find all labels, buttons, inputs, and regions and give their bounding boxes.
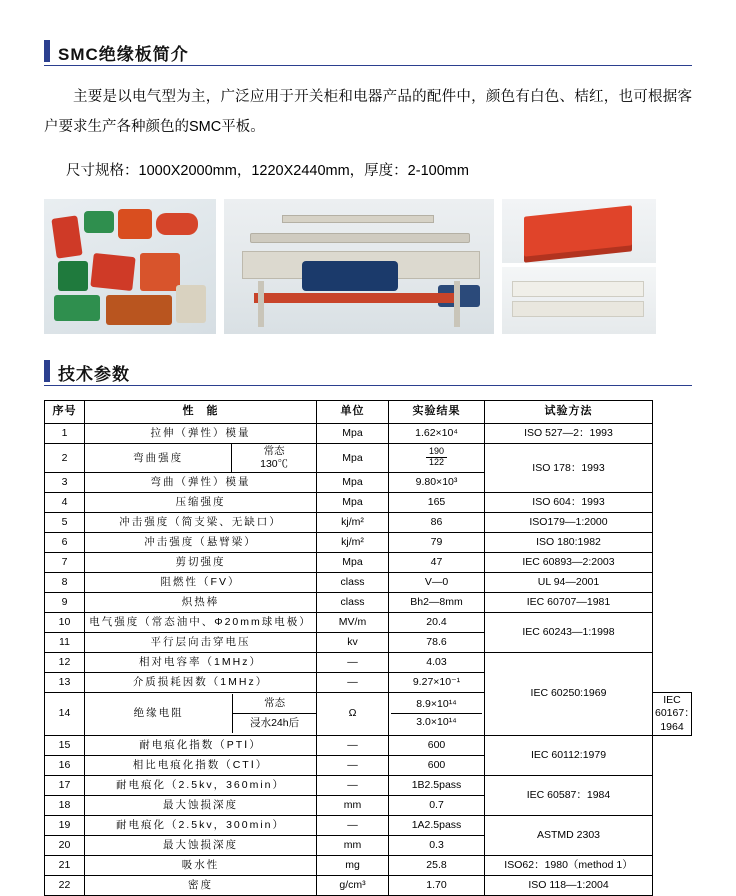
cell-item: 冲击强度（简支梁、无缺口） — [85, 513, 317, 533]
section-header-intro — [44, 40, 692, 66]
section-title-intro: SMC绝缘板简介 — [58, 45, 189, 64]
cell-method: IEC 60893—2:2003 — [485, 553, 653, 573]
machine-strip — [254, 293, 454, 303]
table-row — [45, 513, 692, 533]
cell-method: UL 94—2001 — [485, 573, 653, 593]
cell-method: ISO 527—2：1993 — [485, 424, 653, 444]
cell-method: ISO62：1980（method 1） — [485, 855, 653, 875]
cell-item-main: 绝缘电阻 — [85, 694, 233, 733]
cell-result: 47 — [389, 553, 485, 573]
cell-no: 22 — [45, 875, 85, 895]
cell-method: IEC 60707—1981 — [485, 593, 653, 613]
cell-item: 炽热棒 — [85, 593, 317, 613]
cell-method: ISO 178：1993 — [485, 444, 653, 493]
cell-no: 11 — [45, 633, 85, 653]
cell-method: IEC 60243—1:1998 — [485, 613, 653, 653]
cell-result: 0.7 — [389, 795, 485, 815]
cell-result: Bh2—8mm — [389, 593, 485, 613]
accent-bar — [44, 360, 50, 382]
cell-result: 1A2.5pass — [389, 815, 485, 835]
cell-item: 耐电痕化指数（PTⅠ） — [85, 735, 317, 755]
cell-unit: Mpa — [317, 553, 389, 573]
red-smc-block-photo — [502, 199, 656, 263]
cell-no: 9 — [45, 593, 85, 613]
cell-unit: kv — [317, 633, 389, 653]
cell-unit: — — [317, 673, 389, 693]
part-shape — [156, 213, 198, 235]
table-row — [45, 533, 692, 553]
part-shape — [51, 215, 82, 258]
smc-parts-photo — [44, 199, 216, 334]
table-row — [45, 613, 692, 633]
table-row — [45, 653, 692, 673]
technical-parameters-table — [44, 400, 695, 896]
cell-no: 16 — [45, 755, 85, 775]
cell-no: 8 — [45, 573, 85, 593]
cell-no: 3 — [45, 473, 85, 493]
cell-result — [389, 693, 485, 735]
cell-item-sub2: 浸水24h后 — [250, 717, 300, 730]
table-row — [45, 424, 692, 444]
cell-unit: — — [317, 653, 389, 673]
cell-no: 17 — [45, 775, 85, 795]
part-shape — [106, 295, 172, 325]
cell-unit: mm — [317, 835, 389, 855]
cell-method: IEC 60587：1984 — [485, 775, 653, 815]
table-row — [45, 855, 692, 875]
document-page — [0, 40, 736, 891]
accent-bar — [44, 40, 50, 62]
part-shape — [84, 211, 114, 233]
cell-method: ISO 180:1982 — [485, 533, 653, 553]
cell-unit: — — [317, 735, 389, 755]
machine-arm — [282, 215, 434, 223]
cell-item-main: 弯曲强度 — [85, 444, 232, 472]
cell-result: 0.3 — [389, 835, 485, 855]
cell-result-a: 8.9×10¹⁴ — [416, 698, 457, 711]
cell-unit: MV/m — [317, 613, 389, 633]
cell-method: IEC 60167：1964 — [653, 693, 692, 735]
cell-no: 18 — [45, 795, 85, 815]
table-row — [45, 775, 692, 795]
cell-method: ISO 118—1:2004 — [485, 875, 653, 895]
machine-leg — [454, 281, 460, 327]
table-row — [45, 444, 692, 473]
table-row — [45, 735, 692, 755]
part-shape — [118, 209, 152, 239]
cell-method: ASTMD 2303 — [485, 815, 653, 855]
cell-item: 压缩强度 — [85, 493, 317, 513]
cell-result-den: 122 — [428, 456, 445, 467]
col-header-result: 实验结果 — [389, 401, 485, 424]
cell-item: 相比电痕化指数（CTⅠ） — [85, 755, 317, 775]
white-sheet-shape — [512, 281, 644, 297]
cell-unit: Mpa — [317, 493, 389, 513]
table-row — [45, 593, 692, 613]
cell-item: 剪切强度 — [85, 553, 317, 573]
part-shape — [140, 253, 180, 291]
cell-unit: class — [317, 593, 389, 613]
cell-unit: kj/m² — [317, 513, 389, 533]
section-divider — [44, 385, 692, 386]
cell-unit: kj/m² — [317, 533, 389, 553]
cell-item — [85, 693, 317, 735]
cell-unit: mm — [317, 795, 389, 815]
cell-item: 弯曲（弹性）模量 — [85, 473, 317, 493]
cell-unit: Mpa — [317, 473, 389, 493]
table-row — [45, 875, 692, 895]
col-header-unit: 单位 — [317, 401, 389, 424]
cell-no: 5 — [45, 513, 85, 533]
cell-method: ISO179—1:2000 — [485, 513, 653, 533]
cell-unit: — — [317, 815, 389, 835]
white-sheet-shape — [512, 301, 644, 317]
cell-item: 耐电痕化（2.5kv，360min） — [85, 775, 317, 795]
cell-result: 9.80×10³ — [389, 473, 485, 493]
table-row — [45, 815, 692, 835]
cell-unit: mg — [317, 855, 389, 875]
section-header-tech — [44, 360, 692, 386]
cell-item — [85, 444, 317, 473]
cell-no: 10 — [45, 613, 85, 633]
cell-result: 78.6 — [389, 633, 485, 653]
table-row — [45, 573, 692, 593]
cell-result: 1.70 — [389, 875, 485, 895]
cell-no: 19 — [45, 815, 85, 835]
col-header-no: 序号 — [45, 401, 85, 424]
cell-item: 密度 — [85, 875, 317, 895]
cell-method: IEC 60250:1969 — [485, 653, 653, 735]
cell-unit: g/cm³ — [317, 875, 389, 895]
cell-item: 耐电痕化（2.5kv，300min） — [85, 815, 317, 835]
cell-result: 1.62×10⁴ — [389, 424, 485, 444]
cell-item: 拉伸（弹性）模量 — [85, 424, 317, 444]
cell-result-num: 190 — [426, 447, 447, 457]
cell-result: 25.8 — [389, 855, 485, 875]
cell-no: 14 — [45, 693, 85, 735]
cell-item: 冲击强度（悬臂梁） — [85, 533, 317, 553]
cell-unit: Ω — [317, 693, 389, 735]
spec-line: 尺寸规格：1000X2000mm，1220X2440mm，厚度：2-100mm — [66, 162, 469, 179]
part-shape — [176, 285, 206, 323]
cell-item: 吸水性 — [85, 855, 317, 875]
cell-no: 20 — [45, 835, 85, 855]
smc-sheet-photos — [502, 199, 656, 334]
cell-unit: Mpa — [317, 424, 389, 444]
cell-unit: class — [317, 573, 389, 593]
part-shape — [58, 261, 88, 291]
part-shape — [90, 253, 135, 291]
cell-no: 7 — [45, 553, 85, 573]
cell-item: 最大蚀损深度 — [85, 835, 317, 855]
photo-strip — [44, 199, 692, 334]
cell-no: 15 — [45, 735, 85, 755]
cell-result: 86 — [389, 513, 485, 533]
intro-paragraph: 主要是以电气型为主，广泛应用于开关柜和电器产品的配件中，颜色有白色、桔红，也可根据客户要求生产各种颜色的SMC平板。 — [44, 89, 692, 135]
cell-result: 79 — [389, 533, 485, 553]
table-header-row — [45, 401, 692, 424]
cell-item: 阻燃性（FV） — [85, 573, 317, 593]
cell-item: 最大蚀损深度 — [85, 795, 317, 815]
machine-body — [302, 261, 398, 291]
cell-no: 6 — [45, 533, 85, 553]
cell-result: 165 — [389, 493, 485, 513]
cell-result: 4.03 — [389, 653, 485, 673]
cell-result — [389, 444, 485, 473]
cell-no: 4 — [45, 493, 85, 513]
cell-result: 600 — [389, 735, 485, 755]
cell-result-b: 3.0×10¹⁴ — [391, 713, 482, 731]
table-row — [45, 493, 692, 513]
cell-unit: — — [317, 775, 389, 795]
col-header-item: 性 能 — [85, 401, 317, 424]
cell-result: V—0 — [389, 573, 485, 593]
cell-result: 20.4 — [389, 613, 485, 633]
cell-item: 相对电容率（1MHz） — [85, 653, 317, 673]
white-smc-sheet-photo — [502, 267, 656, 334]
table-row — [45, 553, 692, 573]
cell-result: 600 — [389, 755, 485, 775]
cell-no: 12 — [45, 653, 85, 673]
cell-method: IEC 60112:1979 — [485, 735, 653, 775]
red-block-shape — [524, 205, 632, 256]
cell-no: 1 — [45, 424, 85, 444]
cell-unit: — — [317, 755, 389, 775]
section-title-tech: 技术参数 — [58, 365, 130, 384]
cell-no: 13 — [45, 673, 85, 693]
cell-item: 平行层向击穿电压 — [85, 633, 317, 653]
cell-item: 介质损耗因数（1MHz） — [85, 673, 317, 693]
cell-result: 1B2.5pass — [389, 775, 485, 795]
section-divider — [44, 65, 692, 66]
panel-saw-machine-photo — [224, 199, 494, 334]
part-shape — [54, 295, 100, 321]
cell-item-sub: 常态 — [233, 694, 316, 714]
machine-rail — [250, 233, 470, 243]
cell-result: 9.27×10⁻¹ — [389, 673, 485, 693]
cell-method: ISO 604：1993 — [485, 493, 653, 513]
cell-unit: Mpa — [317, 444, 389, 473]
cell-no: 21 — [45, 855, 85, 875]
col-header-method: 试验方法 — [485, 401, 653, 424]
machine-leg — [258, 281, 264, 327]
cell-item: 电气强度（常态油中、Φ20mm球电极） — [85, 613, 317, 633]
cell-no: 2 — [45, 444, 85, 473]
cell-item-sub: 常态 130℃ — [260, 445, 317, 471]
